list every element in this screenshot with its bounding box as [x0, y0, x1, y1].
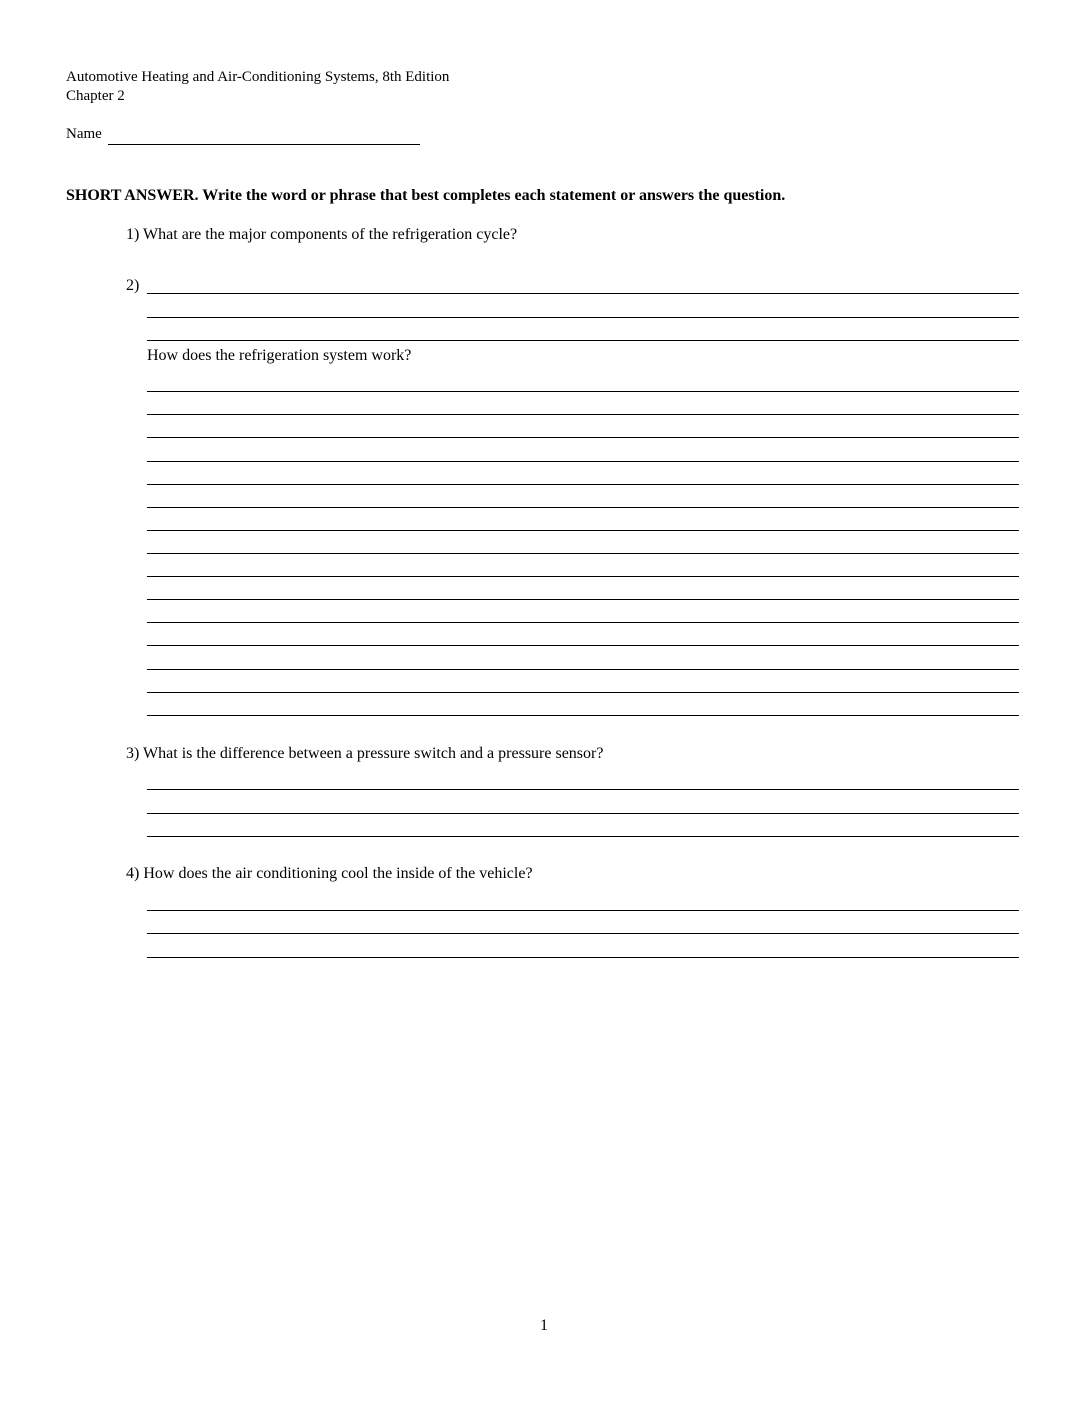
- question-1-number: 1): [126, 226, 140, 243]
- answer-line[interactable]: [147, 530, 1019, 531]
- answer-line[interactable]: [147, 910, 1019, 911]
- answer-line[interactable]: [147, 553, 1019, 554]
- answer-line[interactable]: [147, 599, 1019, 600]
- question-1: [126, 225, 517, 245]
- instructions: SHORT ANSWER. Write the word or phrase that best completes each statement or answers the question.: [66, 187, 786, 204]
- question-2-text: How does the refrigeration system work?: [147, 347, 412, 364]
- answer-line[interactable]: [147, 645, 1019, 646]
- question-3-text: What is the difference between a pressure switch and a pressure sensor?: [143, 745, 604, 762]
- answer-line[interactable]: [147, 461, 1019, 462]
- name-label: Name: [66, 126, 102, 142]
- answer-line[interactable]: [147, 669, 1019, 670]
- question-4: [126, 864, 533, 884]
- question-1-text: What are the major components of the refrigeration cycle?: [143, 226, 518, 243]
- answer-line[interactable]: [147, 507, 1019, 508]
- answer-line[interactable]: [147, 622, 1019, 623]
- question-4-text: How does the air conditioning cool the inside of the vehicle?: [143, 865, 533, 882]
- question-2-number: 2): [126, 277, 140, 294]
- name-blank-line[interactable]: [108, 144, 420, 145]
- answer-line[interactable]: [147, 317, 1019, 318]
- answer-line[interactable]: [147, 789, 1019, 790]
- answer-line[interactable]: [147, 391, 1019, 392]
- question-4-number: 4): [126, 865, 140, 882]
- answer-line[interactable]: [147, 692, 1019, 693]
- answer-line[interactable]: [147, 933, 1019, 934]
- answer-line[interactable]: [147, 836, 1019, 837]
- answer-line[interactable]: [147, 437, 1019, 438]
- answer-line[interactable]: [147, 813, 1019, 814]
- answer-line[interactable]: [147, 576, 1019, 577]
- answer-line[interactable]: [147, 340, 1019, 341]
- answer-line[interactable]: [147, 715, 1019, 716]
- chapter-label: Chapter 2: [66, 88, 125, 104]
- question-3: [126, 744, 603, 764]
- answer-line[interactable]: [147, 484, 1019, 485]
- page-number: 1: [540, 1317, 548, 1334]
- answer-line[interactable]: [147, 293, 1019, 294]
- question-3-number: 3): [126, 745, 140, 762]
- answer-line[interactable]: [147, 414, 1019, 415]
- book-title: Automotive Heating and Air-Conditioning Systems, 8th Edition: [66, 69, 450, 85]
- answer-line[interactable]: [147, 957, 1019, 958]
- name-field[interactable]: [66, 125, 102, 143]
